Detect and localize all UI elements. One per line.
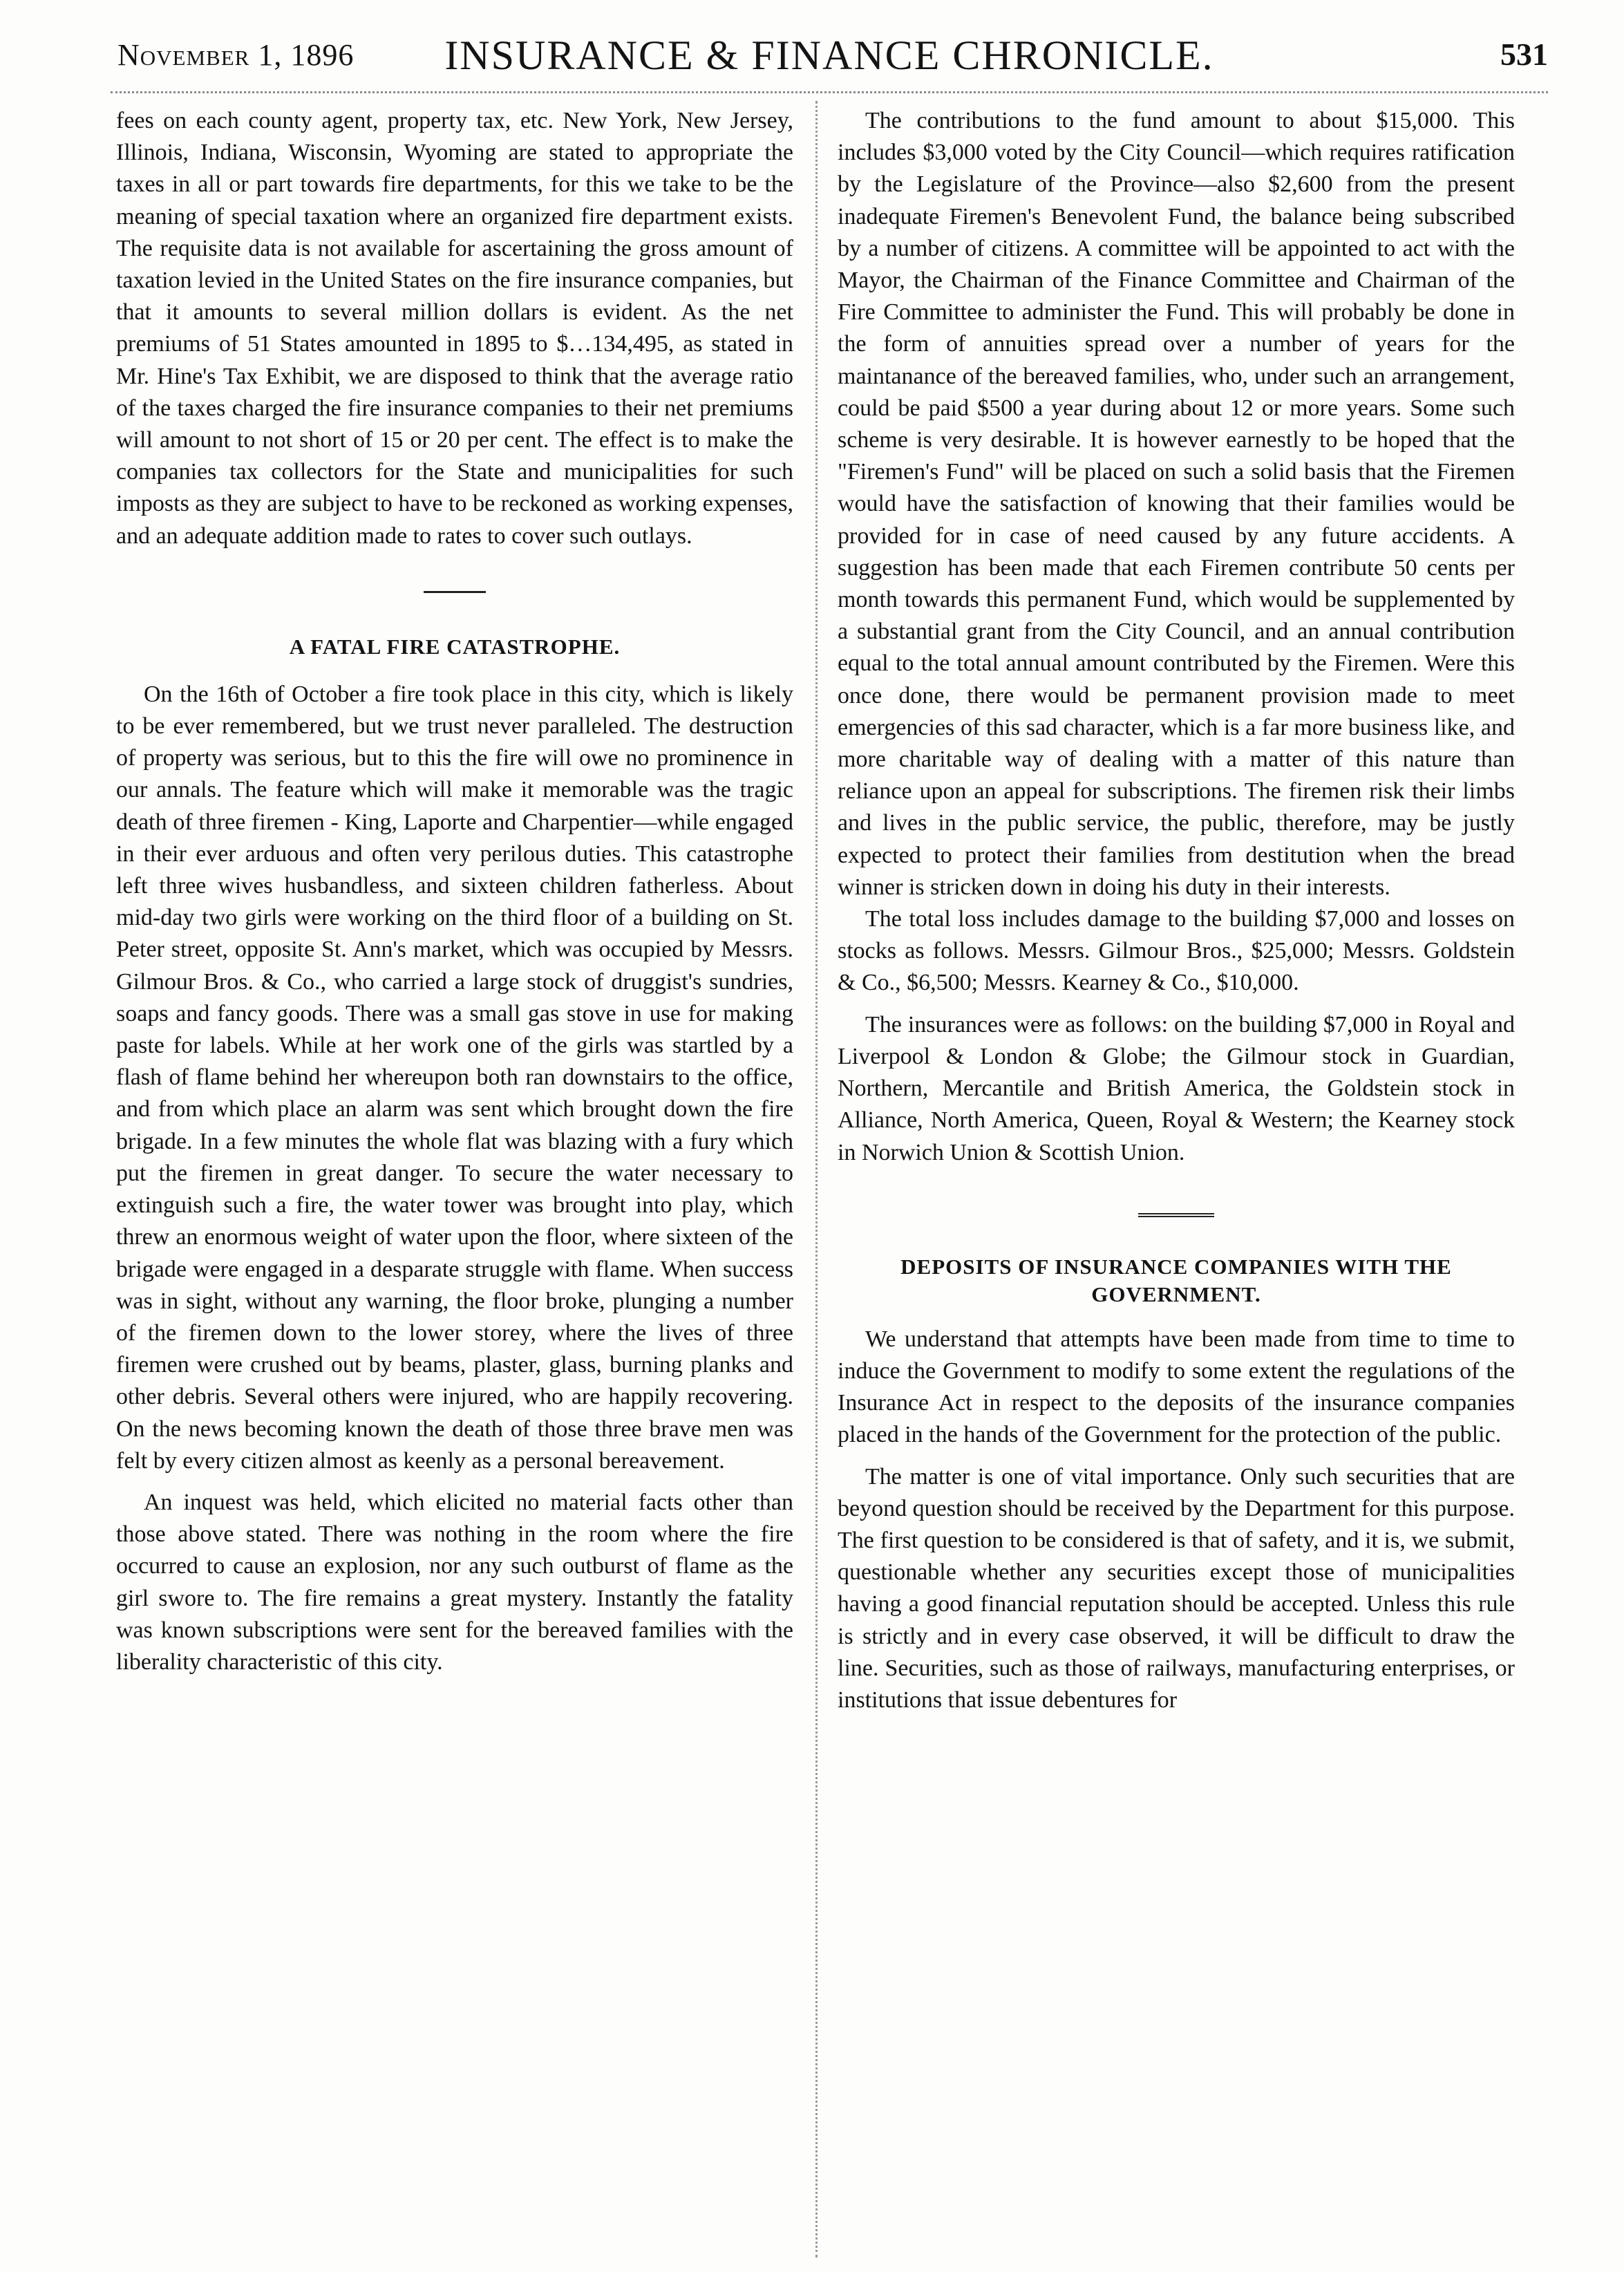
article-paragraph: An inquest was held, which elicited no material facts other than those above stated. There was nothing in the room where the fire occurred to cause an explosion, nor any such outburst of flame as the girl swore to. The fire remains a great mystery. Instantly the fatality was known subscriptions were sent for the bereaved families with the liberality characteristic of this city. <box>116 1489 793 1675</box>
publication-title: INSURANCE & FINANCE CHRONICLE. <box>444 32 1214 78</box>
column-divider <box>815 101 818 2257</box>
article-paragraph: The matter is one of vital importance. Only such securities that are beyond question should be received by the Department for this purpose. The first question to be considered is that of safety, and it is, we submit, questionable whether any securities except those of municipalities having a good financial reputation should be accepted. Unless this rule is strictly and in every case observed, it will be difficult to draw the line. Securities, such as those of railways, manufacturing enterprises, or institutions that issue debentures for <box>838 1463 1515 1713</box>
left-column <box>116 105 793 2248</box>
article-paragraph: We understand that attempts have been made from time to time to induce the Government to modify to some extent the regulations of the Insurance Act in respect to the deposits of the insurance companies placed in the hands of the Government for the protection of the public. <box>838 1326 1515 1448</box>
section-separator <box>424 591 486 593</box>
article-paragraph: The contributions to the fund amount to about $15,000. This includes $3,000 voted by the City Council—which requires ratification by the Legislature of the Province—also $2,600 from the present inadequate Firemen's Benevolent Fund, the balance being subscribed by a number of citizens. A committee will be appointed to act with the Mayor, the Chairman of the Finance Committee and Chairman of the Fire Committee to administer the Fund. This will probably be done in the form of annuities spread over a number of years for the maintanance of the bereaved families, who, under such an arrangement, could be paid $500 a year during about 12 or more years. Some such scheme is very desirable. It is however earnestly to be hoped that the "Firemen's Fund" will be placed on such a solid basis that the Firemen would have the satisfaction of knowing that their families would be provided for in case of need caused by any future accidents. A suggestion has been made that each Firemen contribute 50 cents per month towards this permanent Fund, which would be supplemented by a substantial grant from the City Council, and an annual contribution equal to the total annual amount contributed by the Firemen. Were this once done, there would be permanent provision made to meet emergencies of this sad character, which is a far more business like, and more charitable way of dealing with a matter of this nature than reliance upon an appeal for subscriptions. The firemen risk their limbs and lives in the public service, the public, therefore, may be justly expected to protect their families from destitution when the bread winner is stricken down in doing his duty in their interests. <box>838 108 1515 900</box>
page-number: 531 <box>1500 37 1548 72</box>
right-column <box>838 105 1515 2248</box>
article-paragraph: On the 16th of October a fire took place in this city, which is likely to be ever remembered, but we trust never paralleled. The destruction of property was serious, but to this the fire will owe no prominence in our annals. The feature which will make it memorable was the tragic death of three firemen - King, Laporte and Charpentier—while engaged in their ever arduous and often very perilous duties. This catastrophe left three wives husbandless, and sixteen children fatherless. About mid-day two girls were working on the third floor of a building on St. Peter street, opposite St. Ann's market, which was occupied by Messrs. Gilmour Bros. & Co., who carried a large stock of druggist's sundries, soaps and fancy goods. There was a small gas stove in use for making paste for labels. While at her work one of the girls was startled by a flash of flame behind her whereupon both ran downstairs to the office, and from which place an alarm was sent which brought down the fire brigade. In a few minutes the whole flat was blazing with a fury which put the firemen in great danger. To secure the water necessary to extinguish such a fire, the water tower was brought into play, which threw an enormous weight of water upon the floor, where sixteen of the brigade were engaged in a desparate struggle with flame. When success was in sight, without any warning, the floor broke, plunging a number of the firemen down to the lower storey, where the lives of three firemen were crushed out by beams, plaster, glass, burning planks and other debris. Several others were injured, who are happily recovering. On the news becoming known the death of those three brave men was felt by every citizen almost as keenly as a personal bereavement. <box>116 681 793 1474</box>
article-heading-fatal-fire: A FATAL FIRE CATASTROPHE. <box>289 634 621 659</box>
continued-paragraph: fees on each county agent, property tax, etc. New York, New Jersey, Illinois, Indiana, Wisconsin, Wyoming are stated to appropriate the taxes in all or part towards fire departments, for this we take to be the meaning of special taxation where an organized fire department exists. The requisite data is not available for ascertaining the gross amount of taxation levied in the United States on the fire insurance companies, but that it amounts to several million dollars is evident. As the net premiums of 51 States amounted in 1895 to $…134,495, as stated in Mr. Hine's Tax Exhibit, we are disposed to think that the average ratio of the taxes charged the fire insurance companies to their net premiums will amount to not short of 15 or 20 per cent. The effect is to make the companies tax collectors for the State and municipalities for such imposts as they are subject to have to be reckoned as working expenses, and an adequate addition made to rates to cover such outlays. <box>116 108 793 549</box>
article-paragraph: The total loss includes damage to the building $7,000 and losses on stocks as follows. Messrs. Gilmour Bros., $25,000; Messrs. Goldstein & Co., $6,500; Messrs. Kearney & Co., $10,000. <box>838 906 1515 996</box>
section-separator <box>1138 1213 1214 1217</box>
issue-date: November 1, 1896 <box>117 38 355 72</box>
running-head <box>111 32 1548 87</box>
header-rule <box>111 91 1548 93</box>
article-paragraph: The insurances were as follows: on the building $7,000 in Royal and Liverpool & London & Globe; the Gilmour stock in Guardian, Northern, Mercantile and British America, the Goldstein stock in Alliance, North America, Queen, Royal & Western; the Kearney stock in Norwich Union & Scottish Union. <box>838 1011 1515 1165</box>
article-heading-deposits: DEPOSITS OF INSURANCE COMPANIES WITH THE GOVERNMENT. <box>900 1254 1452 1306</box>
